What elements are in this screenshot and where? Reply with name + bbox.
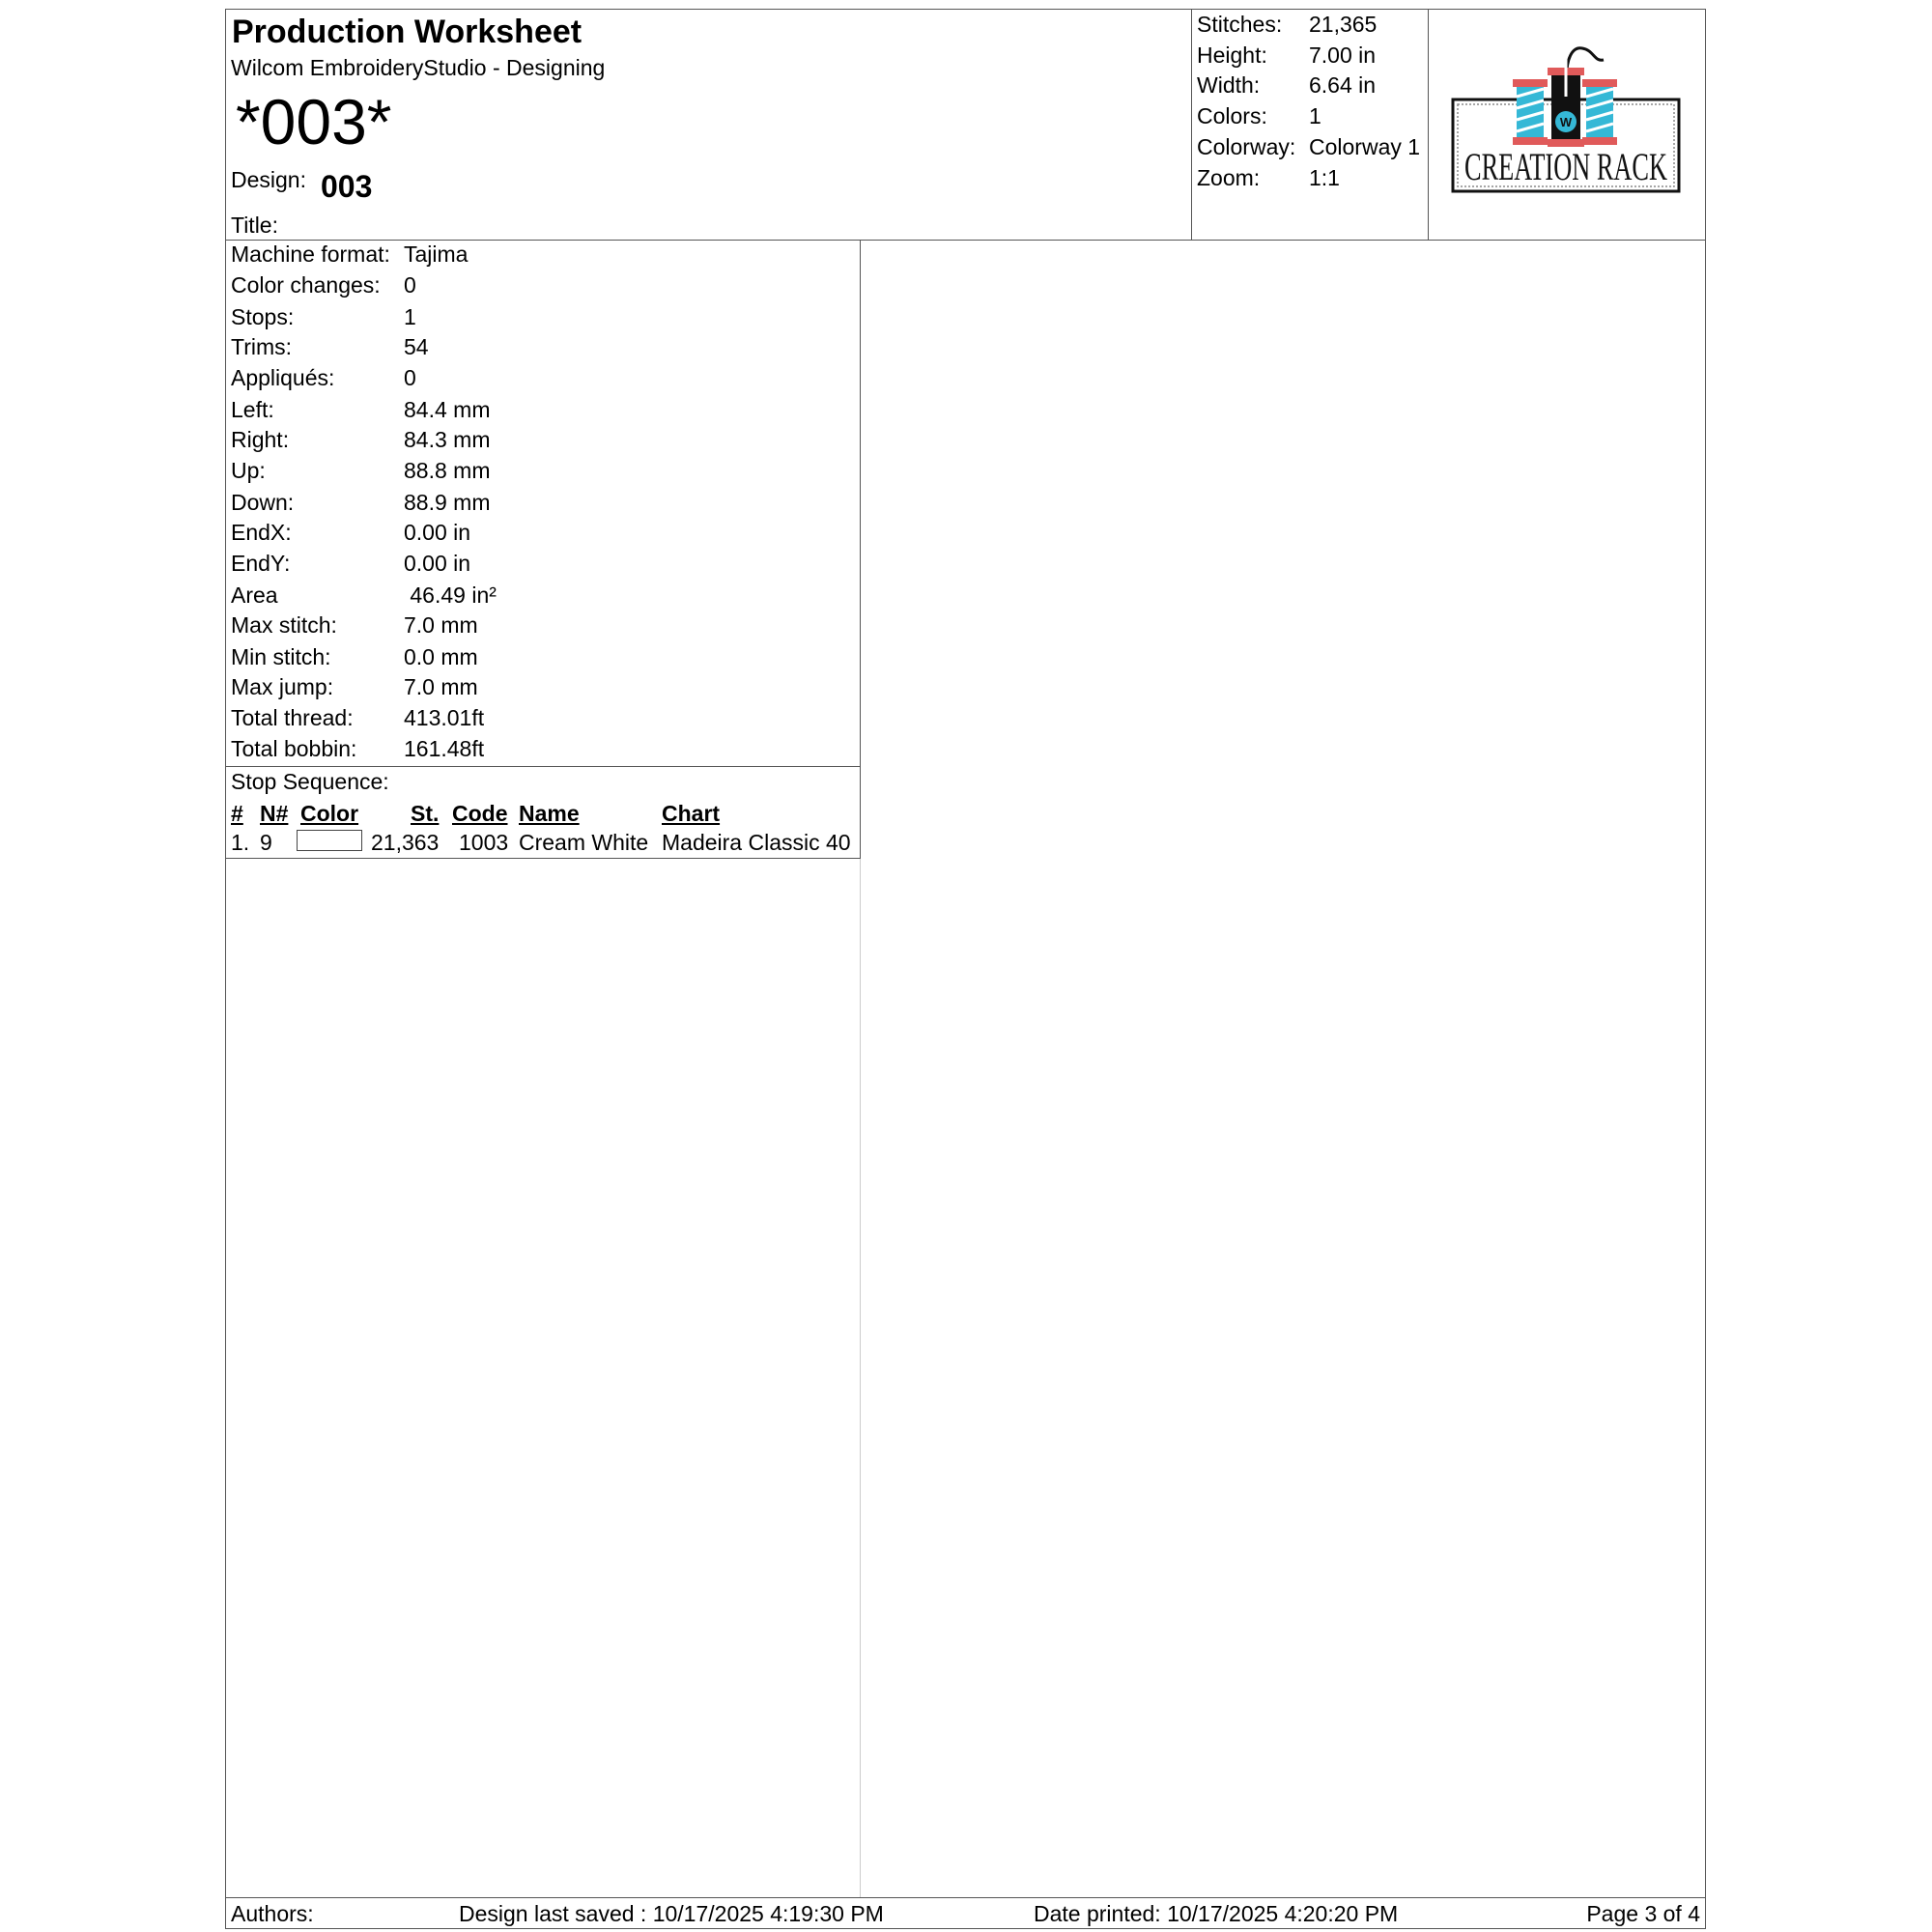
row-chart: Madeira Classic 40 bbox=[662, 830, 851, 855]
spec-label: Max stitch: bbox=[231, 612, 337, 638]
summary-value: 1 bbox=[1309, 103, 1321, 128]
summary-label: Height: bbox=[1197, 43, 1267, 68]
footer-top-rule bbox=[225, 1897, 1706, 1898]
footer-page-number: Page 3 of 4 bbox=[1586, 1901, 1700, 1926]
stop-sequence-label: Stop Sequence: bbox=[231, 769, 389, 794]
footer-date-printed: Date printed: 10/17/2025 4:20:20 PM bbox=[1034, 1901, 1399, 1926]
spec-label: Up: bbox=[231, 458, 266, 483]
spec-label: Stops: bbox=[231, 304, 295, 329]
svg-text:CREATION RACK: CREATION RACK bbox=[1464, 145, 1668, 188]
barcode-text: *003* bbox=[236, 86, 392, 157]
page-title: Production Worksheet bbox=[232, 14, 582, 50]
color-swatch bbox=[297, 830, 362, 851]
spec-value: 84.3 mm bbox=[404, 427, 491, 452]
spec-value: 88.8 mm bbox=[404, 458, 491, 483]
row-name: Cream White bbox=[519, 830, 649, 855]
spec-label: Appliqués: bbox=[231, 365, 335, 390]
summary-value: 1:1 bbox=[1309, 165, 1340, 190]
column-header: Color bbox=[300, 801, 359, 826]
spec-value: 161.48ft bbox=[404, 736, 485, 761]
creation-rack-logo bbox=[1449, 39, 1683, 198]
spec-label: Machine format: bbox=[231, 242, 390, 267]
row-needle: 9 bbox=[260, 830, 272, 855]
spec-value: 88.9 mm bbox=[404, 490, 491, 515]
summary-label: Width: bbox=[1197, 72, 1261, 98]
summary-value: 6.64 in bbox=[1309, 72, 1377, 98]
spec-label: Down: bbox=[231, 490, 295, 515]
header-divider-left bbox=[1191, 9, 1192, 241]
summary-value: 7.00 in bbox=[1309, 43, 1377, 68]
spools-icon bbox=[1449, 39, 1683, 198]
spec-label: Max jump: bbox=[231, 674, 334, 699]
spec-label: Left: bbox=[231, 397, 274, 422]
column-header: N# bbox=[260, 801, 289, 826]
spec-label: Min stitch: bbox=[231, 644, 331, 669]
spec-label: Total thread: bbox=[231, 705, 354, 730]
page-center-rule bbox=[860, 859, 861, 1897]
spec-value: Tajima bbox=[404, 242, 469, 267]
spec-value: 0.00 in bbox=[404, 551, 471, 576]
column-header: Name bbox=[519, 801, 580, 826]
summary-value: Colorway 1 bbox=[1309, 134, 1421, 159]
spec-value: 46.49 in² bbox=[404, 582, 497, 608]
design-value: 003 bbox=[321, 169, 373, 204]
column-header: St. bbox=[411, 801, 440, 826]
spec-value: 84.4 mm bbox=[404, 397, 491, 422]
worksheet-frame bbox=[225, 9, 1706, 1929]
title-label: Title: bbox=[231, 213, 278, 238]
row-code: 1003 bbox=[459, 830, 509, 855]
spec-value: 7.0 mm bbox=[404, 674, 478, 699]
spec-value: 0.00 in bbox=[404, 520, 471, 545]
row-index: 1. bbox=[231, 830, 250, 855]
spec-value: 54 bbox=[404, 334, 429, 359]
summary-label: Colors: bbox=[1197, 103, 1267, 128]
specs-bottom-rule bbox=[225, 766, 861, 767]
spec-value: 0 bbox=[404, 272, 416, 298]
spec-value: 0.0 mm bbox=[404, 644, 478, 669]
spec-value: 7.0 mm bbox=[404, 612, 478, 638]
summary-label: Colorway: bbox=[1197, 134, 1296, 159]
column-header: # bbox=[231, 801, 243, 826]
header-divider-right bbox=[1428, 9, 1429, 241]
svg-text:W: W bbox=[1559, 115, 1573, 129]
header-bottom-rule bbox=[225, 240, 1706, 241]
column-header: Code bbox=[452, 801, 508, 826]
spec-label: Area bbox=[231, 582, 278, 608]
summary-value: 21,365 bbox=[1309, 12, 1378, 37]
spec-label: Color changes: bbox=[231, 272, 381, 298]
spec-value: 413.01ft bbox=[404, 705, 485, 730]
spec-value: 1 bbox=[404, 304, 416, 329]
spec-label: Right: bbox=[231, 427, 290, 452]
footer-authors: Authors: bbox=[231, 1901, 314, 1926]
spec-label: Trims: bbox=[231, 334, 293, 359]
design-label: Design: bbox=[231, 167, 306, 192]
footer-last-saved: Design last saved : 10/17/2025 4:19:30 PM bbox=[459, 1901, 884, 1926]
row-stitches: 21,363 bbox=[371, 830, 440, 855]
software-name: Wilcom EmbroideryStudio - Designing bbox=[231, 55, 606, 80]
stop-sequence-bottom-rule bbox=[225, 858, 861, 859]
spec-label: EndY: bbox=[231, 551, 291, 576]
column-header: Chart bbox=[662, 801, 721, 826]
spec-label: Total bobbin: bbox=[231, 736, 357, 761]
summary-label: Stitches: bbox=[1197, 12, 1283, 37]
spec-label: EndX: bbox=[231, 520, 292, 545]
spec-value: 0 bbox=[404, 365, 416, 390]
summary-label: Zoom: bbox=[1197, 165, 1261, 190]
